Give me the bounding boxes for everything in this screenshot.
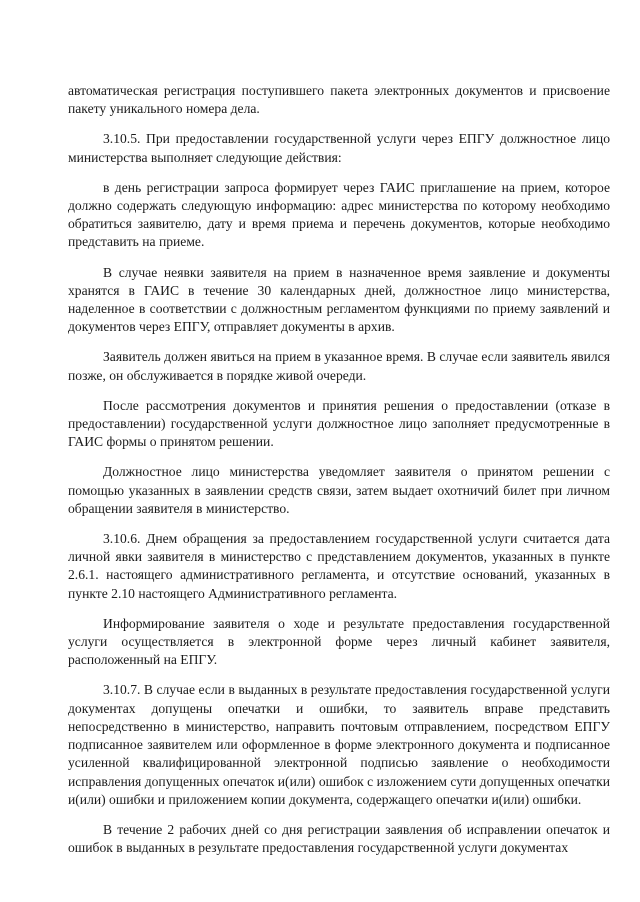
paragraph-gap — [68, 385, 610, 397]
paragraph-gap — [68, 518, 610, 530]
paragraph-informing: Информирование заявителя о ходе и результате предоставления государственной услуги осуществляется в электронной форме через личный кабинет заявителя, расположенный на ЕПГУ. — [68, 615, 610, 668]
paragraph-3-10-7: 3.10.7. В случае если в выданных в результате предоставления государственной услуги документах допущены опечатки и ошибки, то заявитель вправе представить непосредственно в министерство, направить почтовым отправлением, посредством ЕПГУ подписанное заявителем или оформленное в форме электронного документа и подписанное усиленной квалифицированной электронной подписью заявление о необходимости исправления допущенных опечаток и(или) ошибок с изложением сути допущенных опечатки и(или) ошибки и приложением копии документа, содержащего опечатки и(или) ошибки. — [68, 682, 610, 807]
paragraph-appear-on-time: Заявитель должен явиться на прием в указанное время. В случае если заявитель явился позже, он обслуживается в порядке живой очереди. — [68, 349, 610, 383]
paragraph-invitation: в день регистрации запроса формирует через ГАИС приглашение на прием, которое должно содержать следующую информацию: адрес министерства по которому необходимо обратиться заявителю, дату и время приема и перечень документов, которые необходимо представить на приеме. — [68, 179, 610, 250]
paragraph-gap — [68, 118, 610, 130]
paragraph-3-10-5: 3.10.5. При предоставлении государственной услуги через ЕПГУ должностное лицо министерства выполняет следующие действия: — [68, 131, 610, 165]
paragraph-notification: Должностное лицо министерства уведомляет заявителя о принятом решении с помощью указанных в заявлении средств связи, затем выдает охотничий билет при личном обращении заявителя в министерство. — [68, 464, 610, 516]
paragraph-gap — [68, 167, 610, 179]
paragraph-gap — [68, 336, 610, 348]
paragraph-gap — [68, 603, 610, 615]
paragraph-gap — [68, 451, 610, 463]
paragraph-correction-period: В течение 2 рабочих дней со дня регистрации заявления об исправлении опечаток и ошибок в выданных в результате предоставления государственной услуги документах — [68, 821, 610, 856]
paragraph-3-10-6: 3.10.6. Днем обращения за предоставлением государственной услуги считается дата личной явки заявителя в министерство с представлением документов, указанных в пункте 2.6.1. настоящего административного регламента, и отсутствие оснований, указанных в пункте 2.10 настоящего Административного регламента. — [68, 531, 610, 601]
paragraph-gap — [68, 669, 610, 681]
document-body — [68, 82, 610, 857]
paragraph-gap — [68, 252, 610, 264]
paragraph-registration: автоматическая регистрация поступившего пакета электронных документов и присвоение пакету уникального номера дела. — [68, 83, 610, 117]
paragraph-no-show: В случае неявки заявителя на прием в назначенное время заявление и документы хранятся в ГАИС в течение 30 календарных дней, должностное лицо министерства, наделенное в соответствии с должностным регламентом функциями по приему заявлений и документов через ЕПГУ, отправляет документы в архив. — [68, 264, 610, 335]
paragraph-gap — [68, 809, 610, 821]
paragraph-decision: После рассмотрения документов и принятия решения о предоставлении (отказе в предоставлении) государственной услуги должностное лицо заполняет предусмотренные в ГАИС формы о принятом решении. — [68, 397, 610, 450]
